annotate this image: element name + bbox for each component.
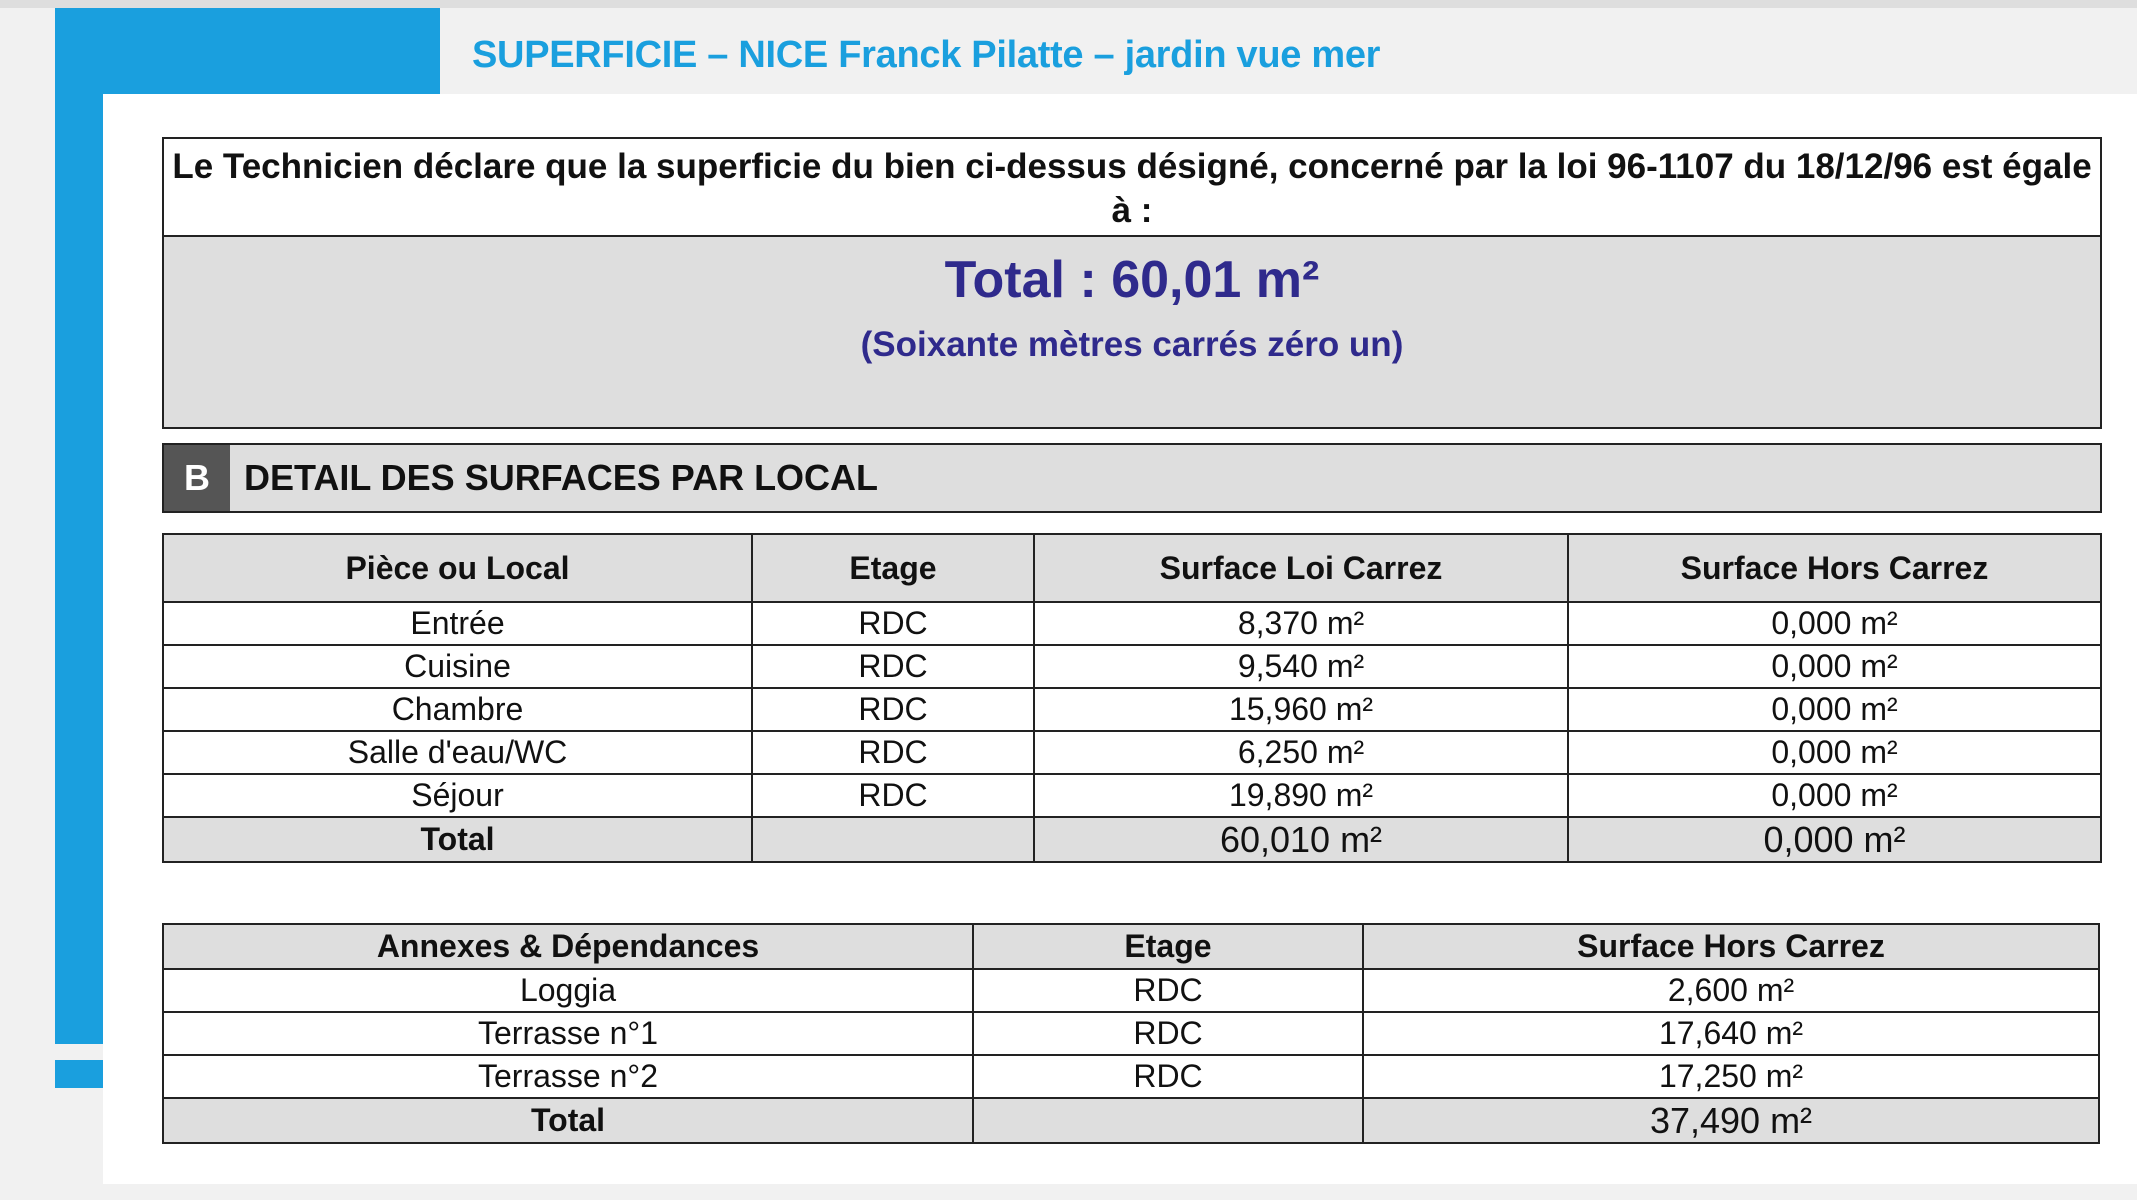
total-surface: Total : 60,01 m² xyxy=(944,251,1320,309)
annex-surface: 17,250 m² xyxy=(1363,1055,2099,1098)
page-title: SUPERFICIE – NICE Franck Pilatte – jardin vue mer xyxy=(472,34,1381,76)
section-title: DETAIL DES SURFACES PAR LOCAL xyxy=(244,457,879,498)
total-floor xyxy=(752,817,1034,862)
total-label: Total xyxy=(163,817,752,862)
room-surface-hors-carrez: 0,000 m² xyxy=(1568,774,2101,817)
total-surface-hors-carrez: 37,490 m² xyxy=(1363,1098,2099,1143)
column-header: Pièce ou Local xyxy=(163,534,752,602)
room-name: Cuisine xyxy=(163,645,752,688)
annex-table xyxy=(162,923,2100,1144)
table-row xyxy=(163,969,2099,1012)
section-letter: B xyxy=(164,445,230,511)
room-name: Séjour xyxy=(163,774,752,817)
table-header-row xyxy=(163,924,2099,969)
room-floor: RDC xyxy=(752,602,1034,645)
room-surface-hors-carrez: 0,000 m² xyxy=(1568,602,2101,645)
room-surface-hors-carrez: 0,000 m² xyxy=(1568,688,2101,731)
total-surface-words: (Soixante mètres carrés zéro un) xyxy=(860,325,1404,364)
room-floor: RDC xyxy=(752,645,1034,688)
table-row xyxy=(163,731,2101,774)
total-surface-hors-carrez: 0,000 m² xyxy=(1568,817,2101,862)
table-row xyxy=(163,688,2101,731)
room-surface-carrez: 9,540 m² xyxy=(1034,645,1568,688)
table-row xyxy=(163,602,2101,645)
room-floor: RDC xyxy=(752,688,1034,731)
column-header: Surface Hors Carrez xyxy=(1363,924,2099,969)
room-surface-carrez: 19,890 m² xyxy=(1034,774,1568,817)
column-header: Annexes & Dépendances xyxy=(163,924,973,969)
side-accent-stub xyxy=(55,1060,103,1088)
header-accent-block xyxy=(55,8,440,94)
annex-surface: 2,600 m² xyxy=(1363,969,2099,1012)
annex-surface: 17,640 m² xyxy=(1363,1012,2099,1055)
total-label: Total xyxy=(163,1098,973,1143)
column-header: Etage xyxy=(752,534,1034,602)
table-row xyxy=(163,645,2101,688)
column-header: Surface Hors Carrez xyxy=(1568,534,2101,602)
table-row xyxy=(163,1055,2099,1098)
top-border xyxy=(0,0,2137,8)
total-surface-carrez: 60,010 m² xyxy=(1034,817,1568,862)
annex-floor: RDC xyxy=(973,969,1363,1012)
rooms-table xyxy=(162,533,2102,863)
total-row xyxy=(163,817,2101,862)
room-name: Salle d'eau/WC xyxy=(163,731,752,774)
room-floor: RDC xyxy=(752,731,1034,774)
declaration-text: Le Technicien déclare que la superficie du bien ci-dessus désigné, concerné par la loi 96-1107 du 18/12/96 est égale à : xyxy=(172,147,2092,230)
room-surface-carrez: 8,370 m² xyxy=(1034,602,1568,645)
column-header: Surface Loi Carrez xyxy=(1034,534,1568,602)
annex-name: Loggia xyxy=(163,969,973,1012)
total-row xyxy=(163,1098,2099,1143)
total-surface-box xyxy=(164,235,2100,427)
declaration-box xyxy=(162,137,2102,429)
annex-floor: RDC xyxy=(973,1012,1363,1055)
section-header xyxy=(162,443,2102,513)
side-accent-bar xyxy=(55,94,103,1044)
room-name: Chambre xyxy=(163,688,752,731)
total-floor xyxy=(973,1098,1363,1143)
room-surface-hors-carrez: 0,000 m² xyxy=(1568,645,2101,688)
table-header-row xyxy=(163,534,2101,602)
table-row xyxy=(163,1012,2099,1055)
room-name: Entrée xyxy=(163,602,752,645)
column-header: Etage xyxy=(973,924,1363,969)
table-row xyxy=(163,774,2101,817)
annex-floor: RDC xyxy=(973,1055,1363,1098)
room-floor: RDC xyxy=(752,774,1034,817)
room-surface-carrez: 15,960 m² xyxy=(1034,688,1568,731)
annex-name: Terrasse n°1 xyxy=(163,1012,973,1055)
annex-name: Terrasse n°2 xyxy=(163,1055,973,1098)
room-surface-carrez: 6,250 m² xyxy=(1034,731,1568,774)
room-surface-hors-carrez: 0,000 m² xyxy=(1568,731,2101,774)
